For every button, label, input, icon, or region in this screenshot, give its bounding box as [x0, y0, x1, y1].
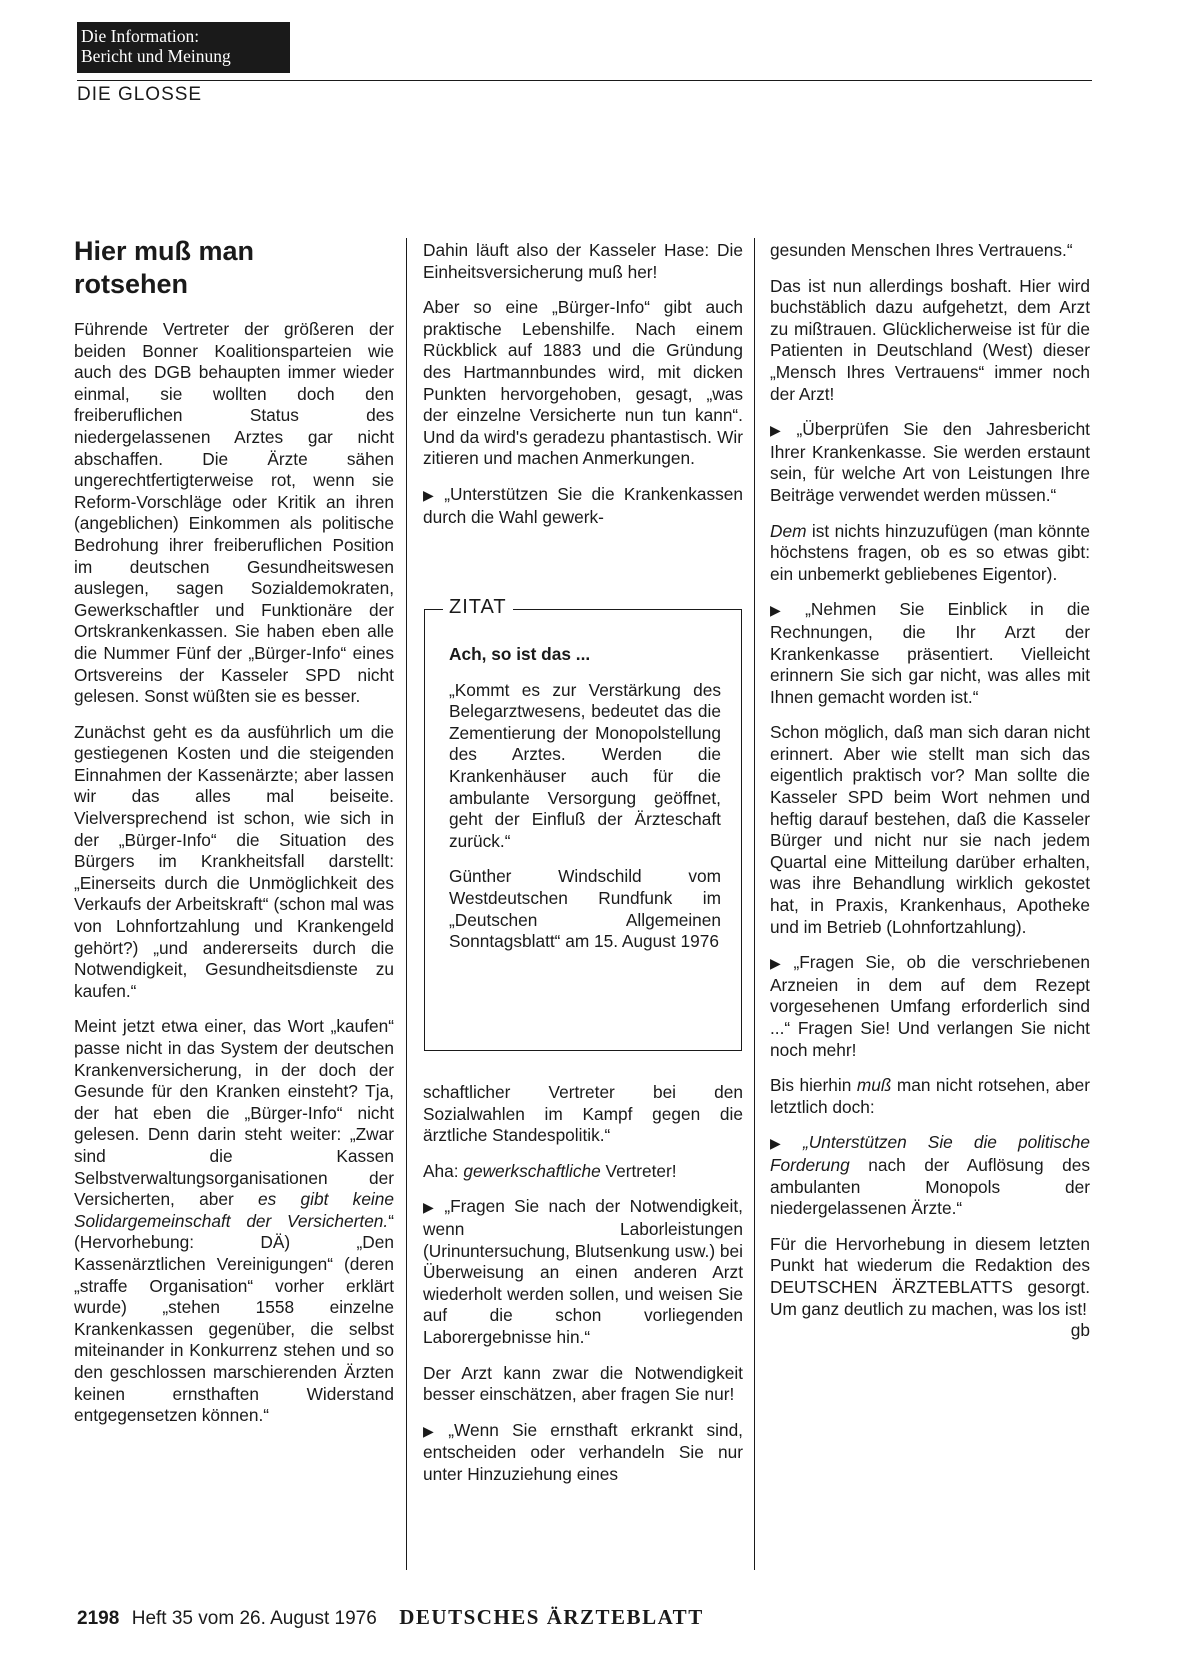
paragraph: Schon möglich, daß man sich daran nicht erinnert. Aber wie stellt man sich das eigentlich praktisch vor? Man sollte die Kasseler SPD beim Wort nehmen und heftig darauf bestehen, daß die Kasseler Bürger und nicht nur sie nach jedem Quartal eine Mitteilung darüber erhalten, was ihre Behandlung wirklich gekostet hat, in Praxis, Krankenhaus, Apotheke und im Betrieb (Lohnfortzahlung). [770, 722, 1090, 937]
section-label-line1: Die Information: [81, 26, 200, 46]
page-number: 2198 [77, 1608, 120, 1629]
column-2-continued [423, 1082, 743, 1500]
paragraph: schaftlicher Vertreter bei den Sozialwahlen im Kampf gegen die ärztliche Standespolitik.“ [423, 1082, 743, 1146]
section-label [77, 22, 290, 73]
paragraph: Das ist nun allerdings boshaft. Hier wird buchstäblich dazu aufgehetzt, dem Arzt zu mißtrauen. Glücklicherweise ist für die Patienten in Deutschland (West) dieser „Mensch Ihres Vertrauens“ immer noch der Arzt! [770, 275, 1090, 404]
column-3 [770, 240, 1090, 1342]
headline-line2: rotsehen [74, 269, 189, 299]
page-footer [77, 1605, 704, 1630]
emphasis: es gibt keine Solidargemeinschaft der Versicherten. [74, 1189, 394, 1231]
emphasis: gewerkschaftliche [463, 1160, 601, 1181]
triangle-bullet-icon: ▶ [770, 955, 788, 972]
bullet-paragraph: ▶ „Überprüfen Sie den Jahresbericht Ihrer Krankenkasse. Sie werden erstaunt sein, für welche Art von Leistungen Ihre Beiträge verwendet werden müssen.“ [770, 419, 1090, 505]
emphasis: „Unterstützen Sie die politische Forderung [770, 1132, 1090, 1175]
quote-title: Ach, so ist das ... [449, 644, 591, 664]
paragraph: Führende Vertreter der größeren der beiden Bonner Koalitionsparteien wie auch des DGB behaupten immer wieder einmal, sie wollten doch den freiberuflichen Status des niedergelassenen Arztes gar nicht abschaffen. Die Ärzte sähen ungerechtfertigterweise rot, wenn sie Reform-Vorschläge oder Kritik an ihren (angeblichen) Einkommen als politische Bedrohung ihrer freiberuflichen Position im deutschen Gesundheitswesen auslegen, sagen Sozialdemokraten, Gewerkschaftler und Funktionäre der Ortskrankenkassen. Sie haben eben alle die Nummer Fünf der „Bürger-Info“ eines Ortsvereins der Kasseler SPD nicht gelesen. Sonst wüßten sie es besser. [74, 319, 394, 707]
issue-info: Heft 35 vom 26. August 1976 [131, 1608, 377, 1629]
bullet-paragraph: ▶ „Fragen Sie, ob die verschriebenen Arzneien in dem auf dem Rezept vorgesehenen Umfang erforderlich sind ...“ Fragen Sie! Und verlangen Sie nicht noch mehr! [770, 952, 1090, 1060]
masthead: DEUTSCHES ÄRZTEBLATT [399, 1605, 704, 1629]
triangle-bullet-icon: ▶ [423, 1199, 439, 1216]
triangle-bullet-icon: ▶ [423, 1422, 443, 1439]
column-divider [754, 238, 755, 1570]
author-signature: gb [1070, 1320, 1090, 1341]
triangle-bullet-icon: ▶ [770, 422, 791, 439]
bullet-paragraph: ▶ „Unterstützen Sie die Krankenkassen durch die Wahl gewerk- [423, 483, 743, 527]
bullet-paragraph: ▶ „Unterstützen Sie die politische Forderung nach der Auflösung des ambulanten Monopols der niedergelassenen Ärzte.“ [770, 1132, 1090, 1219]
quote-box-body [449, 644, 721, 967]
header-rule [77, 80, 1092, 81]
headline [74, 235, 394, 301]
emphasis: Dem [770, 520, 807, 541]
emphasis: muß [856, 1075, 892, 1096]
column-1 [74, 235, 394, 1441]
quote-box [424, 596, 742, 1051]
paragraph: Dahin läuft also der Kasseler Hase: Die Einheitsversicherung muß her! [423, 240, 743, 282]
paragraph: Aber so eine „Bürger-Info“ gibt auch praktische Lebenshilfe. Nach einem Rückblick auf 1883 und die Gründung des Hartmannbundes wird, mit dicken Punkten hervorgehoben, gesagt, „was der einzelne Versicherte nun tun kann“. Und da wird's geradezu phantastisch. Wir zitieren und machen Anmerkungen. [423, 297, 743, 469]
quote-box-label: ZITAT [443, 596, 513, 619]
paragraph: Zunächst geht es da ausführlich um die gestiegenen Kosten und die steigenden Einnahmen der Kassenärzte; aber lassen wir das alles mal beiseite. Vielversprechend ist schon, wie sich in der „Bürger-Info“ die Situation des Bürgers im Krankheitsfall darstellt: „Einerseits durch die Unmöglichkeit des Verkaufs der Arbeitskraft“ (schon mal was von Lohnfortzahlung und Krankengeld gehört?) „und andererseits durch die Notwendigkeit, Gesundheitsdienste zu kaufen.“ [74, 721, 394, 1001]
paragraph: Meint jetzt etwa einer, das Wort „kaufen“ passe nicht in das System der deutschen Krankenversicherung, in der doch der Gesunde für den Kranken einsteht? Tja, der hat eben die „Bürger-Info“ nicht gelesen. Denn darin steht weiter: „Zwar sind die Kassen Selbstverwaltungsorganisationen der Versicherten, aber es gibt keine Solidargemeinschaft der Versicherten.“ (Hervorhebung: DÄ) „Den Kassenärztlichen Vereinigungen“ (deren „straffe Organisation“ vorher erklärt wurde) „stehen 1558 einzelne Krankenkassen gegenüber, die selbst miteinander in Konkurrenz stehen und so den geschlossen marschierenden Ärzten keinen ernsthaften Widerstand entgegensetzen können.“ [74, 1016, 394, 1426]
bullet-paragraph: ▶ „Fragen Sie nach der Notwendigkeit, wenn Laborleistungen (Urinuntersuchung, Blutsenkung usw.) bei Überweisung an einen anderen Arzt wiederholt werden sollen, und weisen Sie auf die schon vorliegenden Laborergebnisse hin.“ [423, 1196, 743, 1347]
column-divider [406, 238, 407, 1570]
paragraph: gesunden Menschen Ihres Vertrauens.“ [770, 240, 1073, 260]
rubric: DIE GLOSSE [77, 84, 203, 105]
triangle-bullet-icon: ▶ [770, 602, 800, 619]
paragraph: Bis hierhin muß man nicht rotsehen, aber letztlich doch: [770, 1075, 1090, 1117]
bullet-paragraph: ▶ „Wenn Sie ernsthaft erkrankt sind, entscheiden oder verhandeln Sie nur unter Hinzuziehung eines [423, 1419, 743, 1484]
paragraph: Dem ist nichts hinzuzufügen (man könnte höchstens fragen, ob es so etwas gibt: ein unbemerkt gebliebenes Eigentor). [770, 520, 1090, 584]
bullet-paragraph: ▶ „Nehmen Sie Einblick in die Rechnungen, die Ihr Arzt der Krankenkasse präsentiert. Vielleicht erinnern Sie sich gar nicht, was alles mit Ihnen gemacht worden ist.“ [770, 599, 1090, 707]
triangle-bullet-icon: ▶ [423, 486, 439, 503]
quote-source: Günther Windschild vom Westdeutschen Rundfunk im „Deutschen Allgemeinen Sonntagsblatt“ am 15. August 1976 [449, 866, 721, 952]
headline-line1: Hier muß man [74, 236, 255, 266]
paragraph: Der Arzt kann zwar die Notwendigkeit besser einschätzen, aber fragen Sie nur! [423, 1362, 743, 1405]
paragraph: Aha: gewerkschaftliche Vertreter! [423, 1160, 677, 1181]
triangle-bullet-icon: ▶ [770, 1135, 798, 1152]
section-label-line2: Bericht und Meinung [81, 46, 231, 66]
column-2 [423, 240, 743, 542]
paragraph: Für die Hervorhebung in diesem letzten Punkt hat wiederum die Redaktion des DEUTSCHEN ÄRZTEBLATTS gesorgt. Um ganz deutlich zu machen, was los ist! gb [770, 1233, 1090, 1341]
quote-text: „Kommt es zur Verstärkung des Belegarztwesens, bedeutet das die Zementierung der Monopolstellung des Arztes. Werden die Krankenhäuser auch für die ambulante Versorgung geöffnet, geht der Einfluß der Ärzteschaft zurück.“ [449, 679, 721, 851]
